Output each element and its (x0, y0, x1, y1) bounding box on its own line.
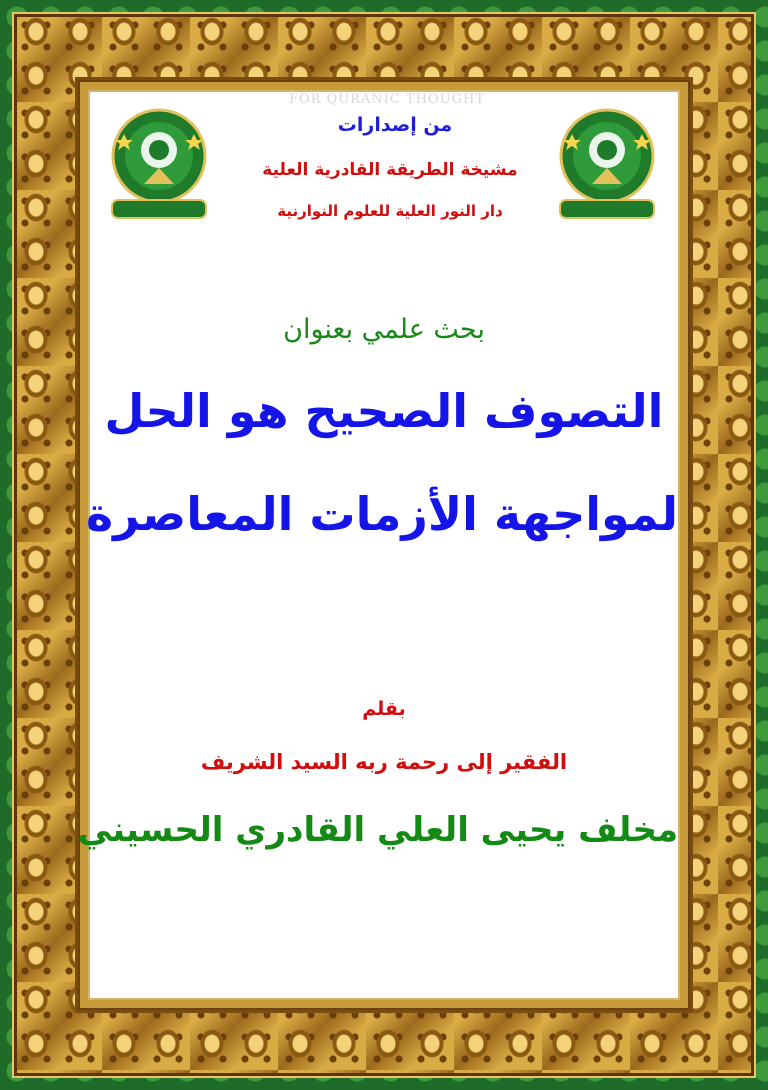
publisher-line-2: دار النور العلية للعلوم النوارنية (277, 202, 503, 220)
publisher-line-1: مشيخة الطريقة القادرية العلية (262, 160, 518, 180)
watermark: FOR QURANIC THOUGHT (289, 92, 485, 107)
title-line-1: التصوف الصحيح هو الحل (104, 384, 664, 438)
right-emblem-icon (552, 104, 662, 224)
cover-page (77, 92, 678, 998)
author-name: مخلف يحيى العلي القادري الحسيني (77, 810, 678, 850)
byline: بقلم (362, 698, 406, 720)
research-label: بحث علمي بعنوان (283, 314, 485, 345)
publisher-intro: من إصدارات (337, 114, 453, 136)
author-prefix: الفقير إلى رحمة ربه السيد الشريف (200, 750, 568, 774)
title-line-2: لمواجهة الأزمات المعاصرة (86, 487, 678, 541)
left-emblem-icon (104, 104, 214, 224)
